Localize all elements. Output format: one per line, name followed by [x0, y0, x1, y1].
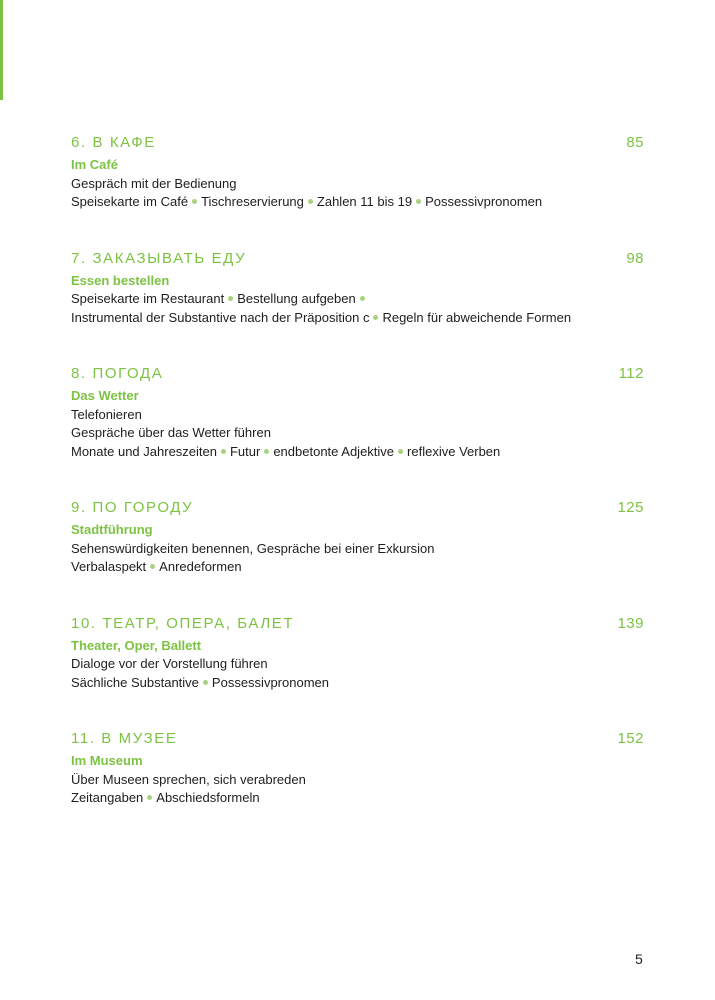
- topic-item: Zahlen 11 bis 19: [316, 194, 413, 209]
- topic-item: Regeln für abweichende Formen: [382, 309, 572, 325]
- toc-chapter: [71, 250, 644, 328]
- bullet-dot-icon: [150, 564, 155, 569]
- toc-chapter: [71, 134, 644, 212]
- bullet-dot-icon: [416, 199, 421, 204]
- topic-line: [71, 175, 644, 194]
- topic-line: [71, 789, 644, 808]
- topic-line: [71, 309, 644, 328]
- page-number: 5: [635, 951, 643, 967]
- chapter-heading-row: [71, 615, 644, 637]
- bullet-dot-icon: [147, 795, 152, 800]
- topic-line: [71, 424, 644, 443]
- chapter-subtitle: Im Café: [71, 157, 118, 172]
- chapter-page-number[interactable]: 112: [618, 365, 644, 382]
- topic-item: Possessivpronomen: [211, 674, 329, 690]
- topic-item: Futur: [229, 443, 261, 459]
- chapter-subtitle: Theater, Oper, Ballett: [71, 637, 202, 653]
- topic-item: Bestellung aufgeben: [237, 291, 356, 306]
- chapter-heading-row: [71, 730, 644, 752]
- topic-item: Gespräch mit der Bedienung: [71, 175, 237, 191]
- topic-item: Sehenswürdigkeiten benennen, Gespräche bei einer Exkursion: [71, 540, 435, 556]
- table-of-contents: [71, 134, 644, 846]
- chapter-title[interactable]: 6. В КАФЕ: [71, 134, 156, 151]
- bullet-dot-icon: [373, 315, 378, 320]
- topic-item: Abschiedsformeln: [156, 790, 260, 805]
- topic-line: [71, 443, 644, 462]
- chapter-heading-row: [71, 365, 644, 387]
- topic-item: Possessivpronomen: [425, 194, 543, 209]
- chapter-heading-row: [71, 250, 644, 272]
- bullet-dot-icon: [360, 296, 365, 301]
- chapter-page-number[interactable]: 98: [626, 249, 644, 267]
- bullet-dot-icon: [308, 199, 313, 204]
- topic-item: Instrumental der Substantive nach der Präposition с: [71, 309, 370, 325]
- chapter-title[interactable]: 7. ЗАКАЗЫВАТЬ ЕДУ: [71, 249, 247, 267]
- chapter-subtitle: Im Museum: [71, 753, 143, 768]
- chapter-page-number[interactable]: 139: [617, 614, 644, 632]
- bullet-dot-icon: [398, 449, 403, 454]
- chapter-heading-row: [71, 499, 644, 521]
- chapter-subtitle: Stadtführung: [71, 522, 153, 537]
- chapter-subtitle: Essen bestellen: [71, 272, 170, 288]
- topic-item: Speisekarte im Café: [71, 194, 189, 209]
- chapter-title[interactable]: 10. ТЕАТР, ОПЕРА, БАЛЕТ: [71, 614, 295, 632]
- topic-line: [71, 540, 644, 559]
- topic-line: [71, 771, 644, 790]
- bullet-dot-icon: [264, 449, 269, 454]
- topic-item: reflexive Verben: [407, 443, 501, 459]
- chapter-title[interactable]: 8. ПОГОДА: [71, 365, 164, 382]
- chapter-page-number[interactable]: 85: [626, 134, 644, 151]
- chapter-title[interactable]: 9. ПО ГОРОДУ: [71, 499, 194, 516]
- chapter-heading-row: [71, 134, 644, 156]
- toc-chapter: [71, 730, 644, 808]
- topic-line: [71, 674, 644, 693]
- bullet-dot-icon: [228, 296, 233, 301]
- bullet-dot-icon: [221, 449, 226, 454]
- toc-chapter: [71, 615, 644, 693]
- bullet-dot-icon: [192, 199, 197, 204]
- topic-line: [71, 193, 644, 212]
- topic-item: Verbalaspekt: [71, 559, 147, 574]
- topic-item: Telefonieren: [71, 406, 142, 422]
- topic-item: Gespräche über das Wetter führen: [71, 425, 271, 440]
- topic-item: Tischreservierung: [201, 194, 304, 209]
- topic-line: [71, 406, 644, 425]
- chapter-subtitle: Das Wetter: [71, 388, 139, 403]
- topic-item: Dialoge vor der Vorstellung führen: [71, 656, 268, 671]
- topic-item: Zeitangaben: [71, 790, 144, 805]
- topic-line: [71, 655, 644, 674]
- topic-item: endbetonte Adjektive: [273, 443, 395, 459]
- topic-item: Über Museen sprechen, sich verabreden: [71, 771, 306, 787]
- topic-item: Anredeformen: [159, 559, 242, 574]
- topic-line: [71, 290, 644, 309]
- edge-accent-bar: [0, 0, 3, 100]
- toc-chapter: [71, 365, 644, 461]
- bullet-dot-icon: [203, 680, 208, 685]
- chapter-title[interactable]: 11. В МУЗЕЕ: [71, 730, 178, 747]
- topic-line: [71, 558, 644, 577]
- topic-item: Monate und Jahreszeiten: [71, 443, 217, 459]
- topic-item: Sächliche Substantive: [71, 674, 199, 690]
- topic-item: Speisekarte im Restaurant: [71, 291, 225, 306]
- chapter-page-number[interactable]: 152: [617, 730, 644, 747]
- toc-chapter: [71, 499, 644, 577]
- chapter-page-number[interactable]: 125: [617, 499, 644, 516]
